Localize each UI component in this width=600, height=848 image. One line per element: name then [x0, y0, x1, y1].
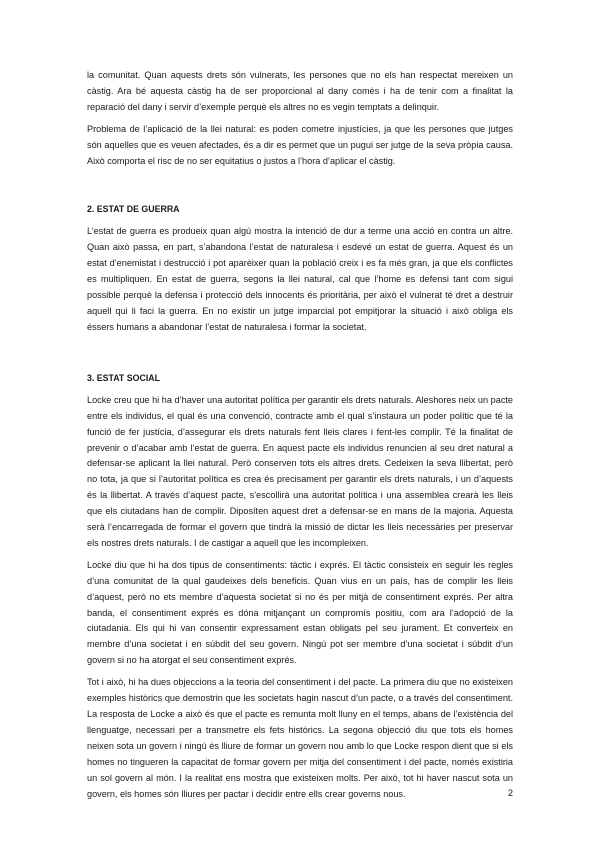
spacer	[87, 175, 513, 203]
section-heading-estat-de-guerra: 2. ESTAT DE GUERRA	[87, 204, 180, 215]
paragraph-estat-social-1: Locke creu que hi ha d’haver una autoritat política per garantir els drets naturals. Aleshores neix un pacte entre els individus, el qual és una convenció, contracte amb el qual s’instaura un poder polític que té la funció de fer justícia, d’assegurar els drets naturals fent lleis clares i fent-les complir. Té la finalitat de prevenir o d’acabar amb l’estat de guerra. En aquest pacte els individus renuncien al seu dret natural a defensar-se aplicant la llei natural. Però conserven tots els altres drets. Cedeixen la seva llibertat, però no tota, ja que si l’autoritat política es crea és precisament per garantir els drets naturals, i un d’aquests és la llibertat. A través d’aquest pacte, s’escollirà una autoritat política i una assemblea crearà les lleis que els ciutadans han de complir. Diposíten aquest dret a defensar-se en mans de la majoria. Aquesta serà l’encarregada de formar el govern que tindrà la missió de dictar les lleis necessàries per preservar els nostres drets naturals. I de castigar a aquell que les incompleixen.	[87, 394, 513, 548]
paragraph-estat-de-guerra: L’estat de guerra es produeix quan algú mostra la intenció de dur a terme una acció en contra un altre. Quan això passa, en part, s’abandona l’estat de naturalesa i esdevé un estat de guerra. Aquest és un estat d’enemistat i destrucció i pot aparèixer quan la població creix i es fa més gran, ja que els conflictes es multipliquen. En estat de guerra, segons la llei natural, cal que l’home es defensi tant com sigui possible perquè la defensa i protecció dels innocents és prioritària, per això el vulnerat té dret a destruir aquell qui li faci la guerra. En no existir un jutge imparcial pot empitjorar la situació i això obliga els éssers humans a abandonar l’estat de naturalesa i formar la societat.	[87, 226, 513, 332]
paragraph-estat-social-3: Tot i això, hi ha dues objeccions a la teoria del consentiment i del pacte. La primera diu que no existeixen exemples històrics que demostrin que les societats hagin nascut d’un pacte, o a través del consentiment. La resposta de Locke a això és que el pacte es remunta molt lluny en el temps, abans de l’existència del llenguatge, necessari per a transmetre els fets històrics. La segona objecció diu que tots els homes neixen sota un govern i ningú és lliure de formar un govern nou amb lo que Locke respon dient que si els homes no tingueren la capacitat de formar govern per mitja del consentiment i del pacte, només existiria un sol govern al món. I la realitat ens mostra que existeixen molts. Per això, tot hi haver nascut sota un govern, els homes són lliures per pactar i decidir entre ells crear governs nous.	[87, 677, 513, 799]
page-number: 2	[507, 788, 513, 798]
paragraph-intro-1: la comunitat. Quan aquests drets són vulnerats, les persones que no els han respectat mereixen un càstig. Ara bé aquesta càstig ha de ser proporcional al dany comès i ha de tenir com a finalitat la reparació del dany i servir d’exemple perquè els altres no es vegin temptats a delinquir.	[87, 70, 513, 112]
paragraph-estat-social-2: Locke diu que hi ha dos tipus de consentiments: tàctic i exprés. El tàctic consisteix en seguir les regles d’una comunitat de la qual gaudeixes dels beneficis. Quan vius en un país, has de complir les lleis d’aquest, però no ets membre d’aquesta societat si no és per mitjà de consentiment exprés. Per altra banda, el consentiment exprés es dóna mitjançant un compromís positiu, com ara l’adopció de la ciutadania. Els qui hi van consentir expressament estan obligats pel seu jurament. Et converteix en membre d’una societat i en súbdit del seu govern. Ningú pot ser membre d’una societat i súbdit d’un govern si no ha atorgat el seu consentiment exprés.	[87, 559, 513, 666]
paragraph-intro-2: Problema de l’aplicació de la llei natural: es poden cometre injustícies, ja que les persones que jutges són aquelles que es veuen afectades, és a dir es permet que un pugui ser jutge de la seva pròpia causa. Això comporta el risc de no ser equitatius o justos a l’hora d’aplicar el càstig.	[87, 123, 513, 166]
section-heading-estat-social: 3. ESTAT SOCIAL	[87, 372, 160, 383]
spacer	[87, 342, 513, 372]
